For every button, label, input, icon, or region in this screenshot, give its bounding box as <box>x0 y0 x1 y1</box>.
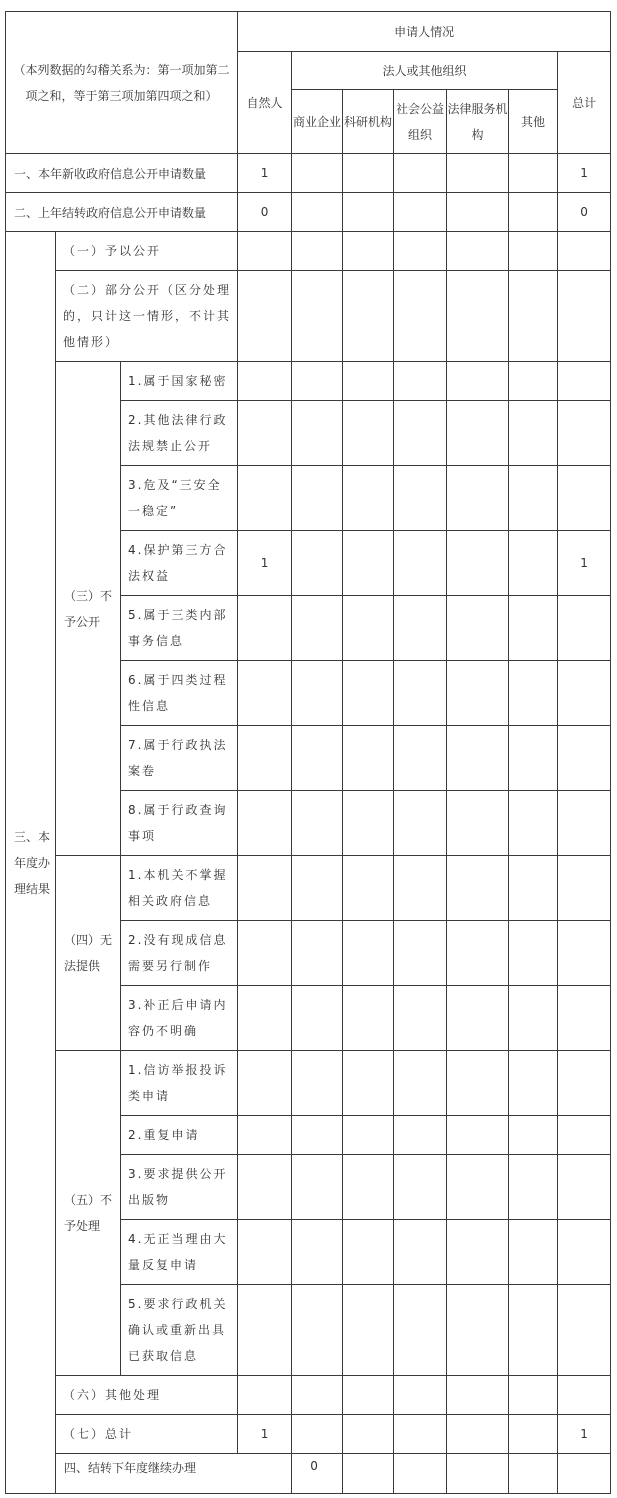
cell <box>292 986 343 1051</box>
cell <box>509 986 558 1051</box>
cell <box>394 531 447 596</box>
cell <box>447 232 509 271</box>
cell <box>394 661 447 726</box>
cell <box>558 856 611 921</box>
cell <box>238 1376 292 1415</box>
row-new-requests-label: 一、本年新收政府信息公开申请数量 <box>6 154 238 193</box>
header-business: 商业企业 <box>292 90 343 154</box>
cell <box>394 856 447 921</box>
cell <box>292 596 343 661</box>
cell <box>343 1116 394 1155</box>
cell <box>343 986 394 1051</box>
cell <box>343 1220 394 1285</box>
cell <box>447 466 509 531</box>
cell <box>343 466 394 531</box>
cell <box>238 271 292 362</box>
cell <box>509 1454 558 1494</box>
cell <box>447 726 509 791</box>
cell <box>509 362 558 401</box>
cell-total: 1 <box>558 531 611 596</box>
row-other-processing-label: （六）其他处理 <box>56 1376 238 1415</box>
cell <box>292 531 343 596</box>
cell <box>238 232 292 271</box>
cell <box>447 1116 509 1155</box>
item-label: 5.要求行政机关确认或重新出具已获取信息 <box>121 1285 238 1376</box>
cell <box>509 726 558 791</box>
header-public-welfare: 社会公益组织 <box>394 90 447 154</box>
header-legal-org: 法人或其他组织 <box>292 52 558 90</box>
cell <box>394 1285 447 1376</box>
cell <box>292 232 343 271</box>
cell <box>394 1116 447 1155</box>
cell-total <box>558 661 611 726</box>
cell <box>558 1220 611 1285</box>
item-label: 4.无正当理由大量反复申请 <box>121 1220 238 1285</box>
cell <box>394 1155 447 1220</box>
cell-natural <box>238 661 292 726</box>
cell <box>343 661 394 726</box>
cell <box>558 271 611 362</box>
cell <box>447 1454 509 1494</box>
item-label: 2.没有现成信息需要另行制作 <box>121 921 238 986</box>
item-label: 7.属于行政执法案卷 <box>121 726 238 791</box>
cell <box>394 921 447 986</box>
cell <box>509 791 558 856</box>
cell <box>394 193 447 232</box>
cell <box>509 1116 558 1155</box>
cell-natural <box>238 726 292 791</box>
cell <box>238 1116 292 1155</box>
cell <box>509 921 558 986</box>
item-label: 3.要求提供公开出版物 <box>121 1155 238 1220</box>
cell <box>343 232 394 271</box>
cell-natural <box>238 362 292 401</box>
cell <box>292 1376 343 1415</box>
cell <box>447 1051 509 1116</box>
cell <box>447 271 509 362</box>
cell <box>238 921 292 986</box>
cell <box>509 1415 558 1454</box>
cell <box>292 466 343 531</box>
header-natural-person: 自然人 <box>238 52 292 154</box>
cell-total <box>558 466 611 531</box>
cell <box>343 1454 394 1494</box>
row-disclosed-label: （一）予以公开 <box>56 232 238 271</box>
row-unable-label: （四）无法提供 <box>56 856 121 1051</box>
cell <box>238 1220 292 1285</box>
cell <box>509 856 558 921</box>
cell <box>447 1155 509 1220</box>
cell <box>509 1220 558 1285</box>
row-results-label: 三、本年度办理结果 <box>6 232 56 1494</box>
cell <box>447 362 509 401</box>
item-label: 3.危及“三安全一稳定” <box>121 466 238 531</box>
cell <box>394 986 447 1051</box>
header-note: （本列数据的勾稽关系为：第一项加第二项之和，等于第三项加第四项之和） <box>6 12 238 154</box>
cell-total <box>558 726 611 791</box>
cell <box>394 1454 447 1494</box>
item-label: 1.信访举报投诉类申请 <box>121 1051 238 1116</box>
cell <box>343 596 394 661</box>
cell <box>292 1051 343 1116</box>
cell <box>238 856 292 921</box>
cell <box>509 1285 558 1376</box>
cell-natural <box>238 596 292 661</box>
cell <box>447 596 509 661</box>
cell <box>509 596 558 661</box>
cell <box>509 401 558 466</box>
cell <box>447 193 509 232</box>
cell-natural <box>238 466 292 531</box>
cell <box>394 1220 447 1285</box>
cell <box>238 1285 292 1376</box>
cell <box>509 1051 558 1116</box>
cell <box>509 661 558 726</box>
cell <box>394 1415 447 1454</box>
cell <box>343 1051 394 1116</box>
header-other: 其他 <box>509 90 558 154</box>
cell <box>447 1285 509 1376</box>
cell <box>509 531 558 596</box>
cell <box>292 791 343 856</box>
item-label: 8.属于行政查询事项 <box>121 791 238 856</box>
cell <box>447 791 509 856</box>
cell <box>509 1376 558 1415</box>
cell <box>292 1116 343 1155</box>
row-partial-label: （二）部分公开（区分处理的，只计这一情形，不计其他情形） <box>56 271 238 362</box>
cell <box>394 362 447 401</box>
cell <box>343 791 394 856</box>
cell <box>394 271 447 362</box>
cell <box>509 193 558 232</box>
cell <box>558 1051 611 1116</box>
cell <box>394 466 447 531</box>
cell <box>509 1155 558 1220</box>
item-label: 1.本机关不掌握相关政府信息 <box>121 856 238 921</box>
cell-total <box>558 362 611 401</box>
row-subtotal-label: （七）总计 <box>56 1415 238 1454</box>
cell <box>394 1376 447 1415</box>
cell <box>343 531 394 596</box>
cell <box>292 271 343 362</box>
cell-total <box>558 596 611 661</box>
cell <box>447 921 509 986</box>
row-not-disclosed-label: （三）不予公开 <box>56 362 121 856</box>
header-applicant-status: 申请人情况 <box>238 12 611 52</box>
cell <box>509 466 558 531</box>
cell <box>447 661 509 726</box>
cell <box>343 856 394 921</box>
row-not-processed-label: （五）不予处理 <box>56 1051 121 1376</box>
cell <box>343 726 394 791</box>
cell <box>558 1376 611 1415</box>
cell <box>292 856 343 921</box>
item-label: 5.属于三类内部事务信息 <box>121 596 238 661</box>
cell <box>558 986 611 1051</box>
cell <box>292 154 343 193</box>
cell <box>447 531 509 596</box>
cell <box>238 1155 292 1220</box>
cell <box>509 232 558 271</box>
cell <box>292 1415 343 1454</box>
row-carry-forward-label: 四、结转下年度继续办理 <box>56 1454 292 1494</box>
cell-natural: 0 <box>292 1454 343 1494</box>
item-label: 2.重复申请 <box>121 1116 238 1155</box>
cell <box>558 1454 611 1494</box>
cell <box>238 986 292 1051</box>
cell <box>558 232 611 271</box>
cell <box>292 921 343 986</box>
cell <box>447 1220 509 1285</box>
cell-natural <box>238 791 292 856</box>
info-disclosure-table <box>5 11 611 1494</box>
item-label: 2.其他法律行政法规禁止公开 <box>121 401 238 466</box>
cell-natural <box>238 401 292 466</box>
cell <box>343 401 394 466</box>
cell-natural: 0 <box>238 193 292 232</box>
cell <box>292 401 343 466</box>
item-label: 3.补正后申请内容仍不明确 <box>121 986 238 1051</box>
cell <box>238 1051 292 1116</box>
header-legal-service: 法律服务机构 <box>447 90 509 154</box>
cell <box>447 401 509 466</box>
cell <box>558 921 611 986</box>
item-label: 4.保护第三方合法权益 <box>121 531 238 596</box>
cell-total <box>558 791 611 856</box>
item-label: 6.属于四类过程性信息 <box>121 661 238 726</box>
row-carried-over-label: 二、上年结转政府信息公开申请数量 <box>6 193 238 232</box>
cell <box>394 401 447 466</box>
cell-total: 1 <box>558 1415 611 1454</box>
cell <box>343 193 394 232</box>
header-research: 科研机构 <box>343 90 394 154</box>
cell <box>394 791 447 856</box>
cell <box>447 1415 509 1454</box>
cell <box>343 362 394 401</box>
cell <box>558 1285 611 1376</box>
cell <box>292 362 343 401</box>
cell <box>292 1220 343 1285</box>
cell-natural: 1 <box>238 154 292 193</box>
cell <box>343 1155 394 1220</box>
cell <box>394 726 447 791</box>
cell <box>394 232 447 271</box>
cell <box>292 661 343 726</box>
cell <box>394 1051 447 1116</box>
cell <box>343 271 394 362</box>
cell <box>509 271 558 362</box>
cell-total: 1 <box>558 154 611 193</box>
cell <box>394 596 447 661</box>
cell <box>292 193 343 232</box>
cell <box>447 1376 509 1415</box>
cell-natural: 1 <box>238 531 292 596</box>
cell <box>292 726 343 791</box>
item-label: 1.属于国家秘密 <box>121 362 238 401</box>
cell-total <box>558 401 611 466</box>
cell <box>343 1415 394 1454</box>
cell <box>447 856 509 921</box>
cell <box>558 1155 611 1220</box>
cell <box>343 921 394 986</box>
cell <box>343 1285 394 1376</box>
cell <box>447 154 509 193</box>
cell <box>509 154 558 193</box>
cell <box>343 154 394 193</box>
cell-natural: 1 <box>238 1415 292 1454</box>
cell-total: 0 <box>558 193 611 232</box>
cell <box>558 1116 611 1155</box>
cell <box>292 1285 343 1376</box>
cell <box>447 986 509 1051</box>
header-total: 总计 <box>558 52 611 154</box>
cell <box>343 1376 394 1415</box>
cell <box>394 154 447 193</box>
cell <box>292 1155 343 1220</box>
